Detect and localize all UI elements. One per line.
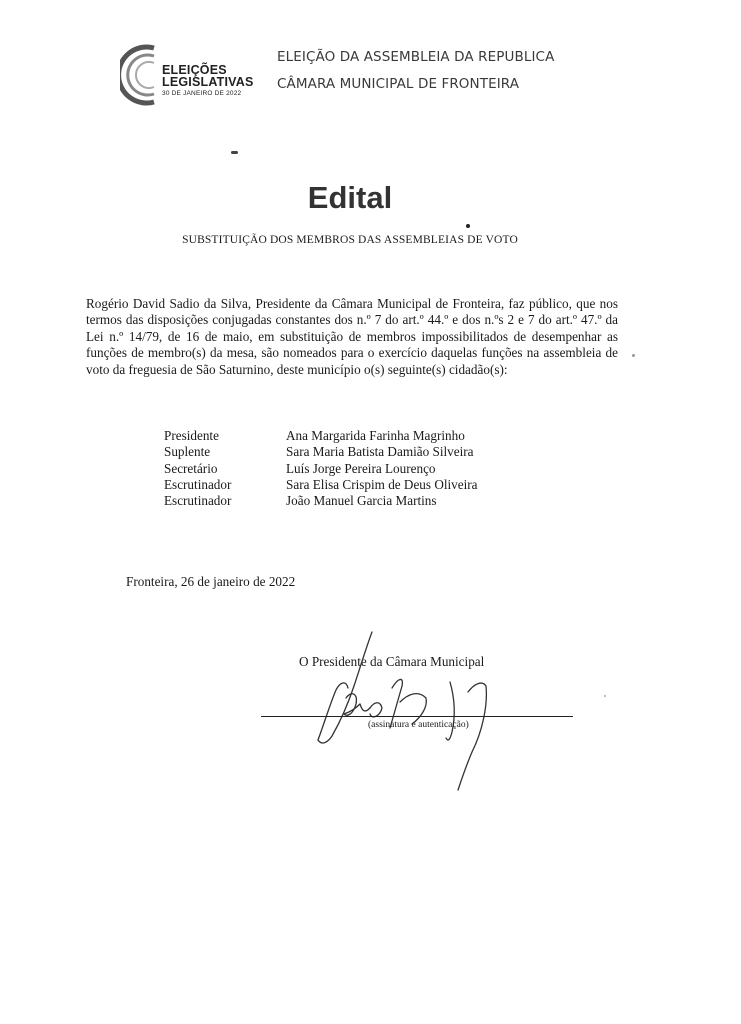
member-name: Ana Margarida Farinha Magrinho bbox=[286, 428, 465, 443]
member-row bbox=[164, 444, 478, 460]
document-subtitle: SUBSTITUIÇÃO DOS MEMBROS DAS ASSEMBLEIAS DE VOTO bbox=[182, 234, 518, 246]
document-title: Edital bbox=[307, 180, 393, 215]
signature-line bbox=[261, 716, 573, 717]
member-row bbox=[164, 461, 478, 477]
member-name: Sara Maria Batista Damião Silveira bbox=[286, 444, 474, 460]
elections-logo bbox=[120, 42, 260, 108]
logo-text bbox=[162, 64, 254, 98]
scan-speck bbox=[231, 151, 238, 154]
logo-line2: LEGISLATIVAS bbox=[162, 75, 254, 89]
member-role: Escrutinador bbox=[164, 476, 232, 492]
logo-line1: ELEIÇÕES bbox=[162, 63, 227, 77]
member-role: Secretário bbox=[164, 460, 218, 476]
signatory-title: O Presidente da Câmara Municipal bbox=[299, 654, 485, 669]
member-name: Luís Jorge Pereira Lourenço bbox=[286, 460, 436, 476]
signature-caption: (assinatura e autenticação) bbox=[368, 720, 469, 730]
logo-mark-icon bbox=[120, 42, 162, 108]
scan-speck bbox=[632, 354, 635, 357]
scan-speck bbox=[466, 224, 470, 228]
header-line2: CÂMARA MUNICIPAL DE FRONTEIRA bbox=[277, 76, 520, 92]
member-role: Presidente bbox=[164, 428, 219, 443]
member-row bbox=[164, 428, 478, 444]
scan-speck bbox=[604, 695, 606, 697]
members-list bbox=[164, 428, 478, 509]
member-name: Sara Elisa Crispim de Deus Oliveira bbox=[286, 476, 478, 492]
member-role: Suplente bbox=[164, 444, 211, 460]
logo-date: 30 DE JANEIRO DE 2022 bbox=[162, 90, 242, 97]
member-name: João Manuel Garcia Martins bbox=[286, 493, 437, 509]
body-paragraph: Rogério David Sadio da Silva, Presidente da Câmara Municipal de Fronteira, faz público, que nos termos das disposições conjugadas constantes dos n.º 7 do art.º 44.º e dos n.ºs 2 e 7 do art.º 47.º da Lei n.º 14/79, de 16 de maio, em substituição de membros impossibilitados de desempenhar as funções de membro(s) da mesa, são nomeados para o exercício daquelas funções na assembleia de voto da freguesia de São Saturnino, deste município o(s) seguinte(s) cidadão(s): bbox=[86, 296, 618, 377]
handwritten-signature bbox=[300, 628, 540, 798]
place-date: Fronteira, 26 de janeiro de 2022 bbox=[126, 574, 296, 589]
member-row bbox=[164, 493, 478, 509]
member-row bbox=[164, 477, 478, 493]
member-role: Escrutinador bbox=[164, 493, 232, 509]
header-line1: ELEIÇÃO DA ASSEMBLEIA DA REPUBLICA bbox=[277, 49, 555, 65]
